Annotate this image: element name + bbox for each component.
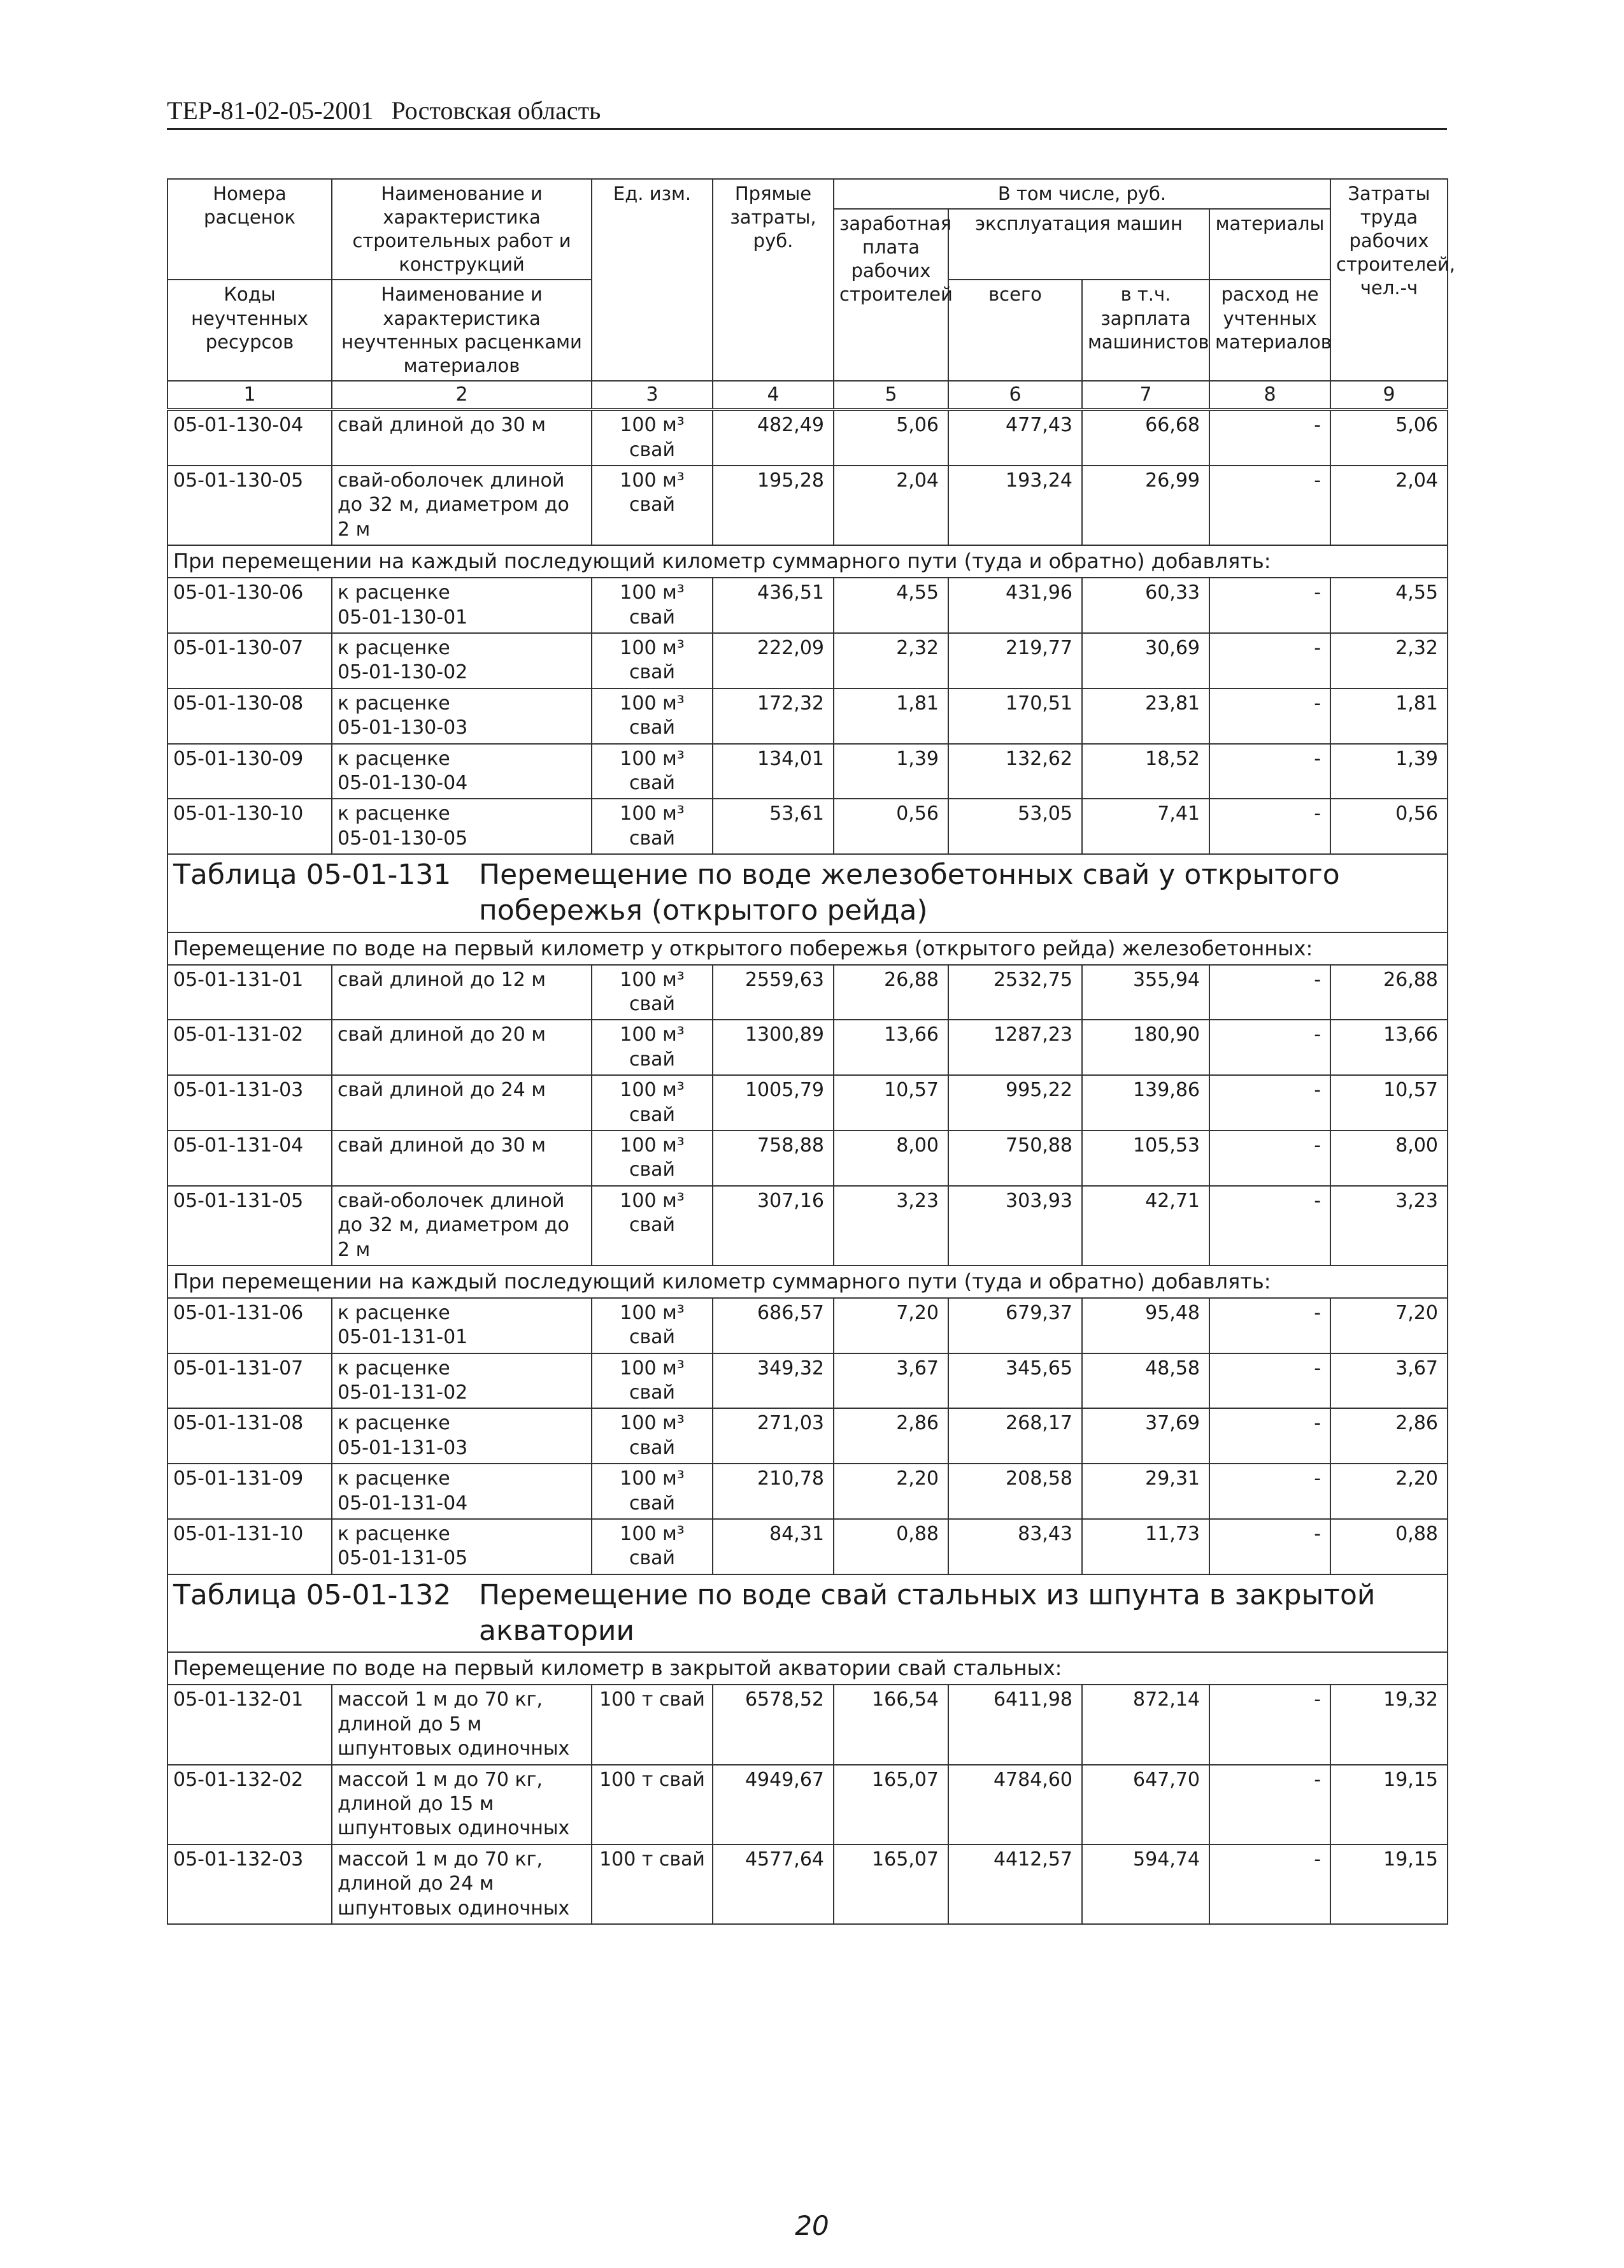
col-incl: В том числе, руб. bbox=[834, 179, 1330, 209]
machine-costs: 345,65 bbox=[948, 1353, 1082, 1409]
rate-reference: 05-01-130-02 bbox=[338, 661, 468, 684]
table-title-row bbox=[167, 1574, 1448, 1653]
rate-name-cell bbox=[332, 633, 592, 688]
col-materials-top: материалы bbox=[1209, 209, 1330, 280]
region-name: Ростовская область bbox=[391, 96, 601, 125]
section-caption: Перемещение по воде на первый километр у открытого побережья (открытого рейда) железобетонных: bbox=[167, 932, 1448, 965]
unit-of-measure: 100 м³ свай bbox=[592, 1519, 713, 1574]
rate-name-cell bbox=[332, 1464, 592, 1519]
unit-of-measure: 100 м³ свай bbox=[592, 1186, 713, 1266]
materials: - bbox=[1209, 799, 1330, 854]
direct-costs: 84,31 bbox=[713, 1519, 834, 1574]
machinist-wages: 355,94 bbox=[1082, 965, 1209, 1020]
table-row bbox=[167, 1130, 1448, 1186]
machinist-wages: 647,70 bbox=[1082, 1765, 1209, 1844]
section-caption: При перемещении на каждый последующий километр суммарного пути (туда и обратно) добавлять: bbox=[167, 545, 1448, 578]
direct-costs: 6578,52 bbox=[713, 1685, 834, 1764]
materials: - bbox=[1209, 410, 1330, 466]
labor-costs: 7,20 bbox=[1330, 1298, 1448, 1353]
table-row bbox=[167, 410, 1448, 466]
rate-code: 05-01-131-10 bbox=[167, 1519, 332, 1574]
table-title bbox=[167, 854, 1448, 932]
machine-costs: 193,24 bbox=[948, 466, 1082, 545]
rate-name-cell bbox=[332, 688, 592, 744]
materials: - bbox=[1209, 1844, 1330, 1924]
materials: - bbox=[1209, 1130, 1330, 1186]
worker-wages: 165,07 bbox=[834, 1844, 948, 1924]
rate-name-cell bbox=[332, 1685, 592, 1764]
direct-costs: 53,61 bbox=[713, 799, 834, 854]
unit-of-measure: 100 м³ свай bbox=[592, 1408, 713, 1464]
unit-of-measure: 100 т свай bbox=[592, 1685, 713, 1764]
worker-wages: 1,39 bbox=[834, 744, 948, 799]
rate-code: 05-01-131-04 bbox=[167, 1130, 332, 1186]
machine-costs: 303,93 bbox=[948, 1186, 1082, 1266]
col-materials-bottom: расход не учтенных материалов bbox=[1209, 280, 1330, 380]
section-row bbox=[167, 1266, 1448, 1298]
section-row bbox=[167, 545, 1448, 578]
labor-costs: 8,00 bbox=[1330, 1130, 1448, 1186]
machinist-wages: 60,33 bbox=[1082, 578, 1209, 633]
rate-name: к расценке bbox=[338, 802, 450, 825]
rate-reference: 05-01-130-01 bbox=[338, 606, 468, 629]
machine-costs: 679,37 bbox=[948, 1298, 1082, 1353]
column-number: 5 bbox=[834, 381, 948, 410]
rate-code: 05-01-130-10 bbox=[167, 799, 332, 854]
worker-wages: 2,86 bbox=[834, 1408, 948, 1464]
direct-costs: 482,49 bbox=[713, 410, 834, 466]
labor-costs: 0,56 bbox=[1330, 799, 1448, 854]
column-number: 4 bbox=[713, 381, 834, 410]
column-number: 3 bbox=[592, 381, 713, 410]
materials: - bbox=[1209, 1464, 1330, 1519]
document-code: ТЕР-81-02-05-2001 bbox=[167, 96, 374, 125]
materials: - bbox=[1209, 965, 1330, 1020]
rate-reference: 05-01-131-02 bbox=[338, 1381, 468, 1404]
table-row bbox=[167, 633, 1448, 688]
rate-code: 05-01-130-04 bbox=[167, 410, 332, 466]
materials: - bbox=[1209, 744, 1330, 799]
direct-costs: 210,78 bbox=[713, 1464, 834, 1519]
table-row bbox=[167, 1298, 1448, 1353]
col-direct: Прямые затраты, руб. bbox=[713, 179, 834, 381]
rate-name: массой 1 м до 70 кг, длиной до 24 м шпунтовых одиночных bbox=[338, 1848, 570, 1920]
rate-code: 05-01-130-07 bbox=[167, 633, 332, 688]
labor-costs: 5,06 bbox=[1330, 410, 1448, 466]
table-number: Таблица 05-01-132 bbox=[173, 1578, 452, 1611]
rate-name-cell bbox=[332, 1075, 592, 1130]
rate-name-cell bbox=[332, 1519, 592, 1574]
materials: - bbox=[1209, 1519, 1330, 1574]
labor-costs: 2,04 bbox=[1330, 466, 1448, 545]
rate-reference: 05-01-131-01 bbox=[338, 1326, 468, 1349]
labor-costs: 0,88 bbox=[1330, 1519, 1448, 1574]
rate-code: 05-01-132-01 bbox=[167, 1685, 332, 1764]
table-number: Таблица 05-01-131 bbox=[173, 859, 452, 892]
col-machines: эксплуатация машин bbox=[948, 209, 1209, 280]
table-row bbox=[167, 1844, 1448, 1924]
machinist-wages: 42,71 bbox=[1082, 1186, 1209, 1266]
table-row bbox=[167, 1075, 1448, 1130]
labor-costs: 4,55 bbox=[1330, 578, 1448, 633]
materials: - bbox=[1209, 1075, 1330, 1130]
direct-costs: 349,32 bbox=[713, 1353, 834, 1409]
worker-wages: 8,00 bbox=[834, 1130, 948, 1186]
rate-code: 05-01-131-03 bbox=[167, 1075, 332, 1130]
rate-name: к расценке bbox=[338, 1523, 450, 1546]
column-number: 7 bbox=[1082, 381, 1209, 410]
worker-wages: 5,06 bbox=[834, 410, 948, 466]
rate-code: 05-01-131-09 bbox=[167, 1464, 332, 1519]
table-row bbox=[167, 799, 1448, 854]
labor-costs: 1,81 bbox=[1330, 688, 1448, 744]
machinist-wages: 30,69 bbox=[1082, 633, 1209, 688]
labor-costs: 19,15 bbox=[1330, 1844, 1448, 1924]
direct-costs: 195,28 bbox=[713, 466, 834, 545]
table-caption: Перемещение по воде свай стальных из шпунта в закрытой акватории bbox=[479, 1578, 1376, 1648]
rate-reference: 05-01-131-04 bbox=[338, 1492, 468, 1515]
direct-costs: 1005,79 bbox=[713, 1075, 834, 1130]
labor-costs: 2,32 bbox=[1330, 633, 1448, 688]
table-title bbox=[167, 1574, 1448, 1653]
rate-code: 05-01-131-02 bbox=[167, 1020, 332, 1075]
rate-name: свай-оболочек длиной до 32 м, диаметром до 2 м bbox=[338, 1189, 569, 1261]
materials: - bbox=[1209, 633, 1330, 688]
machinist-wages: 48,58 bbox=[1082, 1353, 1209, 1409]
table-row bbox=[167, 466, 1448, 545]
header-row bbox=[167, 179, 1448, 209]
machine-costs: 268,17 bbox=[948, 1408, 1082, 1464]
worker-wages: 2,32 bbox=[834, 633, 948, 688]
rate-code: 05-01-131-01 bbox=[167, 965, 332, 1020]
rate-name: к расценке bbox=[338, 692, 450, 715]
column-number: 8 bbox=[1209, 381, 1330, 410]
direct-costs: 2559,63 bbox=[713, 965, 834, 1020]
machinist-wages: 37,69 bbox=[1082, 1408, 1209, 1464]
col-machines-total: всего bbox=[948, 280, 1082, 380]
worker-wages: 2,20 bbox=[834, 1464, 948, 1519]
rate-name: массой 1 м до 70 кг, длиной до 15 м шпунтовых одиночных bbox=[338, 1768, 570, 1840]
machinist-wages: 95,48 bbox=[1082, 1298, 1209, 1353]
col-unit: Ед. изм. bbox=[592, 179, 713, 381]
direct-costs: 134,01 bbox=[713, 744, 834, 799]
machinist-wages: 66,68 bbox=[1082, 410, 1209, 466]
direct-costs: 4577,64 bbox=[713, 1844, 834, 1924]
unit-of-measure: 100 м³ свай bbox=[592, 466, 713, 545]
labor-costs: 3,23 bbox=[1330, 1186, 1448, 1266]
machine-costs: 431,96 bbox=[948, 578, 1082, 633]
rate-name-cell bbox=[332, 744, 592, 799]
unit-of-measure: 100 т свай bbox=[592, 1765, 713, 1844]
rate-name-cell bbox=[332, 578, 592, 633]
rate-name: свай длиной до 30 м bbox=[338, 414, 546, 437]
column-number: 9 bbox=[1330, 381, 1448, 410]
section-row bbox=[167, 932, 1448, 965]
table-row bbox=[167, 1353, 1448, 1409]
table-row bbox=[167, 1464, 1448, 1519]
worker-wages: 3,23 bbox=[834, 1186, 948, 1266]
table-row bbox=[167, 1765, 1448, 1844]
materials: - bbox=[1209, 1186, 1330, 1266]
rate-reference: 05-01-131-05 bbox=[338, 1547, 468, 1570]
rate-reference: 05-01-131-03 bbox=[338, 1436, 468, 1459]
machinist-wages: 139,86 bbox=[1082, 1075, 1209, 1130]
worker-wages: 10,57 bbox=[834, 1075, 948, 1130]
direct-costs: 686,57 bbox=[713, 1298, 834, 1353]
materials: - bbox=[1209, 1765, 1330, 1844]
col-codes-bottom: Коды неучтенных ресурсов bbox=[167, 280, 332, 380]
machine-costs: 750,88 bbox=[948, 1130, 1082, 1186]
rate-name-cell bbox=[332, 1020, 592, 1075]
direct-costs: 222,09 bbox=[713, 633, 834, 688]
table-row bbox=[167, 1519, 1448, 1574]
materials: - bbox=[1209, 1685, 1330, 1764]
rate-code: 05-01-131-05 bbox=[167, 1186, 332, 1266]
machine-costs: 53,05 bbox=[948, 799, 1082, 854]
materials: - bbox=[1209, 1353, 1330, 1409]
rate-name: массой 1 м до 70 кг, длиной до 5 м шпунтовых одиночных bbox=[338, 1688, 570, 1760]
col-codes-top: Номера расценок bbox=[167, 179, 332, 280]
labor-costs: 3,67 bbox=[1330, 1353, 1448, 1409]
machine-costs: 132,62 bbox=[948, 744, 1082, 799]
rate-name: к расценке bbox=[338, 1357, 450, 1380]
machine-costs: 2532,75 bbox=[948, 965, 1082, 1020]
unit-of-measure: 100 м³ свай bbox=[592, 1130, 713, 1186]
machinist-wages: 180,90 bbox=[1082, 1020, 1209, 1075]
table-title-row bbox=[167, 854, 1448, 932]
unit-of-measure: 100 м³ свай bbox=[592, 965, 713, 1020]
machinist-wages: 11,73 bbox=[1082, 1519, 1209, 1574]
table-caption: Перемещение по воде железобетонных свай у открытого побережья (открытого рейда) bbox=[479, 859, 1340, 927]
machinist-wages: 18,52 bbox=[1082, 744, 1209, 799]
rate-code: 05-01-131-06 bbox=[167, 1298, 332, 1353]
rate-name-cell bbox=[332, 1186, 592, 1266]
rate-name: к расценке bbox=[338, 747, 450, 770]
direct-costs: 4949,67 bbox=[713, 1765, 834, 1844]
machinist-wages: 7,41 bbox=[1082, 799, 1209, 854]
page-header bbox=[167, 96, 1447, 130]
unit-of-measure: 100 м³ свай bbox=[592, 1020, 713, 1075]
unit-of-measure: 100 м³ свай bbox=[592, 410, 713, 466]
rate-code: 05-01-131-08 bbox=[167, 1408, 332, 1464]
column-number: 1 bbox=[167, 381, 332, 410]
rate-name-cell bbox=[332, 1765, 592, 1844]
table-row bbox=[167, 1020, 1448, 1075]
worker-wages: 1,81 bbox=[834, 688, 948, 744]
col-name-bottom: Наименование и характеристика неучтенных расценками материалов bbox=[332, 280, 592, 380]
worker-wages: 0,56 bbox=[834, 799, 948, 854]
rate-name-cell bbox=[332, 965, 592, 1020]
table-row bbox=[167, 1685, 1448, 1764]
rate-code: 05-01-130-09 bbox=[167, 744, 332, 799]
materials: - bbox=[1209, 466, 1330, 545]
machine-costs: 995,22 bbox=[948, 1075, 1082, 1130]
rate-name-cell bbox=[332, 1298, 592, 1353]
labor-costs: 13,66 bbox=[1330, 1020, 1448, 1075]
labor-costs: 1,39 bbox=[1330, 744, 1448, 799]
rate-code: 05-01-131-07 bbox=[167, 1353, 332, 1409]
rate-code: 05-01-130-06 bbox=[167, 578, 332, 633]
machine-costs: 4412,57 bbox=[948, 1844, 1082, 1924]
machinist-wages: 594,74 bbox=[1082, 1844, 1209, 1924]
column-number-row bbox=[167, 381, 1448, 410]
machinist-wages: 872,14 bbox=[1082, 1685, 1209, 1764]
rates-table bbox=[167, 178, 1456, 1925]
unit-of-measure: 100 м³ свай bbox=[592, 1075, 713, 1130]
rate-reference: 05-01-130-04 bbox=[338, 771, 468, 794]
rate-reference: 05-01-130-03 bbox=[338, 717, 468, 739]
worker-wages: 26,88 bbox=[834, 965, 948, 1020]
labor-costs: 2,20 bbox=[1330, 1464, 1448, 1519]
rate-name: к расценке bbox=[338, 1467, 450, 1490]
table-row bbox=[167, 578, 1448, 633]
rate-name: к расценке bbox=[338, 581, 450, 604]
unit-of-measure: 100 м³ свай bbox=[592, 688, 713, 744]
rate-name: свай длиной до 12 м bbox=[338, 968, 546, 991]
machinist-wages: 23,81 bbox=[1082, 688, 1209, 744]
unit-of-measure: 100 м³ свай bbox=[592, 633, 713, 688]
unit-of-measure: 100 м³ свай bbox=[592, 799, 713, 854]
machinist-wages: 105,53 bbox=[1082, 1130, 1209, 1186]
rate-code: 05-01-130-08 bbox=[167, 688, 332, 744]
rate-name-cell bbox=[332, 1844, 592, 1924]
column-number: 6 bbox=[948, 381, 1082, 410]
machine-costs: 170,51 bbox=[948, 688, 1082, 744]
page-number: 20 bbox=[795, 2210, 829, 2241]
worker-wages: 13,66 bbox=[834, 1020, 948, 1075]
machine-costs: 83,43 bbox=[948, 1519, 1082, 1574]
machine-costs: 4784,60 bbox=[948, 1765, 1082, 1844]
materials: - bbox=[1209, 1298, 1330, 1353]
rate-name-cell bbox=[332, 799, 592, 854]
rate-code: 05-01-132-02 bbox=[167, 1765, 332, 1844]
machine-costs: 208,58 bbox=[948, 1464, 1082, 1519]
direct-costs: 307,16 bbox=[713, 1186, 834, 1266]
rate-name: свай длиной до 24 м bbox=[338, 1079, 546, 1102]
table-row bbox=[167, 1186, 1448, 1266]
labor-costs: 2,86 bbox=[1330, 1408, 1448, 1464]
unit-of-measure: 100 м³ свай bbox=[592, 744, 713, 799]
table-row bbox=[167, 1408, 1448, 1464]
section-row bbox=[167, 1652, 1448, 1685]
worker-wages: 4,55 bbox=[834, 578, 948, 633]
unit-of-measure: 100 м³ свай bbox=[592, 1353, 713, 1409]
rate-name: к расценке bbox=[338, 1412, 450, 1435]
machinist-wages: 26,99 bbox=[1082, 466, 1209, 545]
labor-costs: 19,32 bbox=[1330, 1685, 1448, 1764]
materials: - bbox=[1209, 688, 1330, 744]
rate-name-cell bbox=[332, 1130, 592, 1186]
col-machines-wage: в т.ч. зарплата машинистов bbox=[1082, 280, 1209, 380]
machine-costs: 477,43 bbox=[948, 410, 1082, 466]
section-caption: Перемещение по воде на первый километр в закрытой акватории свай стальных: bbox=[167, 1652, 1448, 1685]
worker-wages: 0,88 bbox=[834, 1519, 948, 1574]
table-row bbox=[167, 744, 1448, 799]
rate-name: свай длиной до 30 м bbox=[338, 1134, 546, 1157]
rate-code: 05-01-130-05 bbox=[167, 466, 332, 545]
machine-costs: 6411,98 bbox=[948, 1685, 1082, 1764]
materials: - bbox=[1209, 1408, 1330, 1464]
unit-of-measure: 100 м³ свай bbox=[592, 1464, 713, 1519]
labor-costs: 19,15 bbox=[1330, 1765, 1448, 1844]
rate-reference: 05-01-130-05 bbox=[338, 827, 468, 850]
unit-of-measure: 100 м³ свай bbox=[592, 578, 713, 633]
rate-name: свай-оболочек длиной до 32 м, диаметром до 2 м bbox=[338, 469, 569, 541]
labor-costs: 26,88 bbox=[1330, 965, 1448, 1020]
rates-document bbox=[167, 178, 1456, 1925]
worker-wages: 7,20 bbox=[834, 1298, 948, 1353]
materials: - bbox=[1209, 578, 1330, 633]
rate-name-cell bbox=[332, 410, 592, 466]
col-name-top: Наименование и характеристика строительных работ и конструкций bbox=[332, 179, 592, 280]
direct-costs: 271,03 bbox=[713, 1408, 834, 1464]
rate-code: 05-01-132-03 bbox=[167, 1844, 332, 1924]
machine-costs: 219,77 bbox=[948, 633, 1082, 688]
unit-of-measure: 100 т свай bbox=[592, 1844, 713, 1924]
worker-wages: 166,54 bbox=[834, 1685, 948, 1764]
col-wage: заработная плата рабочих строителей bbox=[834, 209, 948, 381]
rate-name: к расценке bbox=[338, 1301, 450, 1324]
rate-name-cell bbox=[332, 1408, 592, 1464]
rate-name: к расценке bbox=[338, 636, 450, 659]
rate-name: свай длиной до 20 м bbox=[338, 1023, 546, 1046]
worker-wages: 2,04 bbox=[834, 466, 948, 545]
column-number: 2 bbox=[332, 381, 592, 410]
table-row bbox=[167, 688, 1448, 744]
rate-name-cell bbox=[332, 466, 592, 545]
machinist-wages: 29,31 bbox=[1082, 1464, 1209, 1519]
direct-costs: 172,32 bbox=[713, 688, 834, 744]
materials: - bbox=[1209, 1020, 1330, 1075]
direct-costs: 758,88 bbox=[713, 1130, 834, 1186]
worker-wages: 165,07 bbox=[834, 1765, 948, 1844]
col-labor: Затраты труда рабочих строителей, чел.-ч bbox=[1330, 179, 1448, 381]
direct-costs: 1300,89 bbox=[713, 1020, 834, 1075]
labor-costs: 10,57 bbox=[1330, 1075, 1448, 1130]
rate-name-cell bbox=[332, 1353, 592, 1409]
unit-of-measure: 100 м³ свай bbox=[592, 1298, 713, 1353]
worker-wages: 3,67 bbox=[834, 1353, 948, 1409]
table-row bbox=[167, 965, 1448, 1020]
direct-costs: 436,51 bbox=[713, 578, 834, 633]
machine-costs: 1287,23 bbox=[948, 1020, 1082, 1075]
section-caption: При перемещении на каждый последующий километр суммарного пути (туда и обратно) добавлять: bbox=[167, 1266, 1448, 1298]
